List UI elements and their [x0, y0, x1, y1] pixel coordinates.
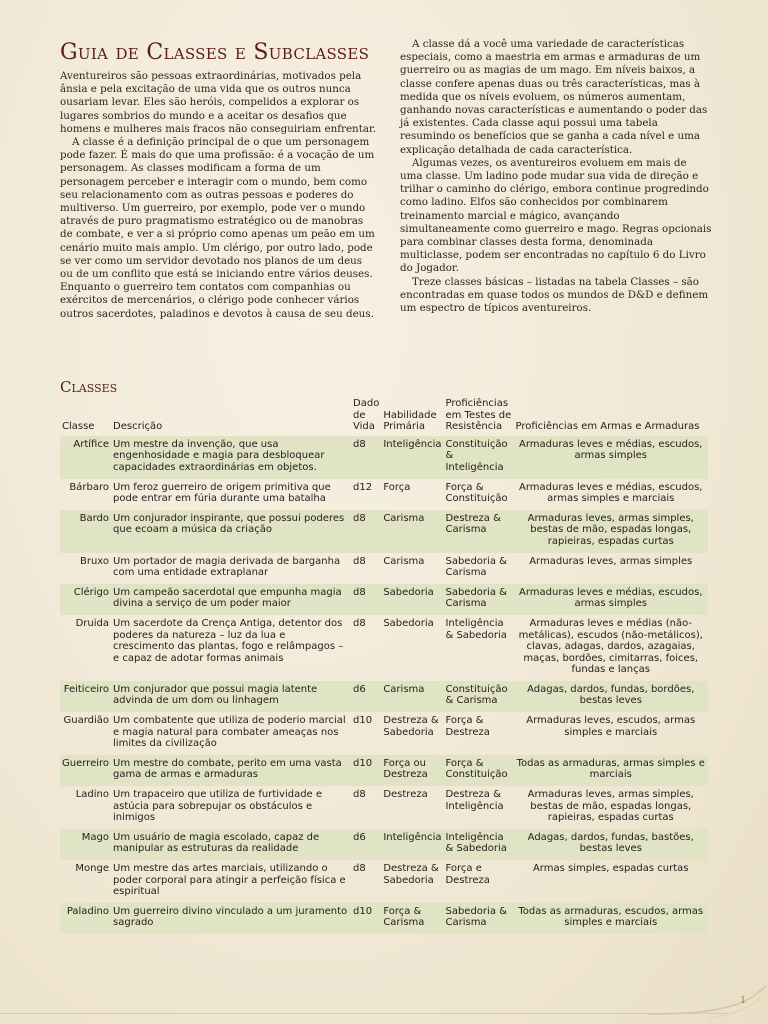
- cell-primary-ability: Destreza & Sabedoria: [383, 715, 439, 738]
- table-row: [60, 479, 708, 510]
- cell-saving-throws: Destreza & Carisma: [443, 510, 513, 553]
- table-row: [60, 755, 708, 786]
- right-column: [400, 38, 712, 315]
- cell-armor-weapons: Todas as armaduras, escudos, armas simples e marciais: [513, 903, 708, 934]
- header-armor-weapons: Proficiências em Armas e Armaduras: [515, 421, 700, 433]
- cell-class: Bruxo: [79, 555, 110, 567]
- cell-description: Um combatente que utiliza de poderio marcial e magia natural para combater ameaças nos limites da civilização: [113, 715, 346, 750]
- table-body: [60, 436, 708, 934]
- header-saving-throws: Proficiências em Testes de Resistência: [445, 398, 512, 433]
- cell-primary-ability: Força ou Destreza: [381, 755, 443, 786]
- cell-saving-throws: Inteligência & Sabedoria: [443, 829, 513, 860]
- cell-description: Um conjurador que possui magia latente advinda de um dom ou linhagem: [111, 681, 351, 712]
- cell-class: Clérigo: [60, 584, 111, 615]
- cell-armor-weapons: Armaduras leves e médias (não-metálicas), escudos (não-metálicos), clavas, adagas, dardos, azagaias, maças, bordões, cimitarras, foices, fundas e lanças: [518, 617, 703, 676]
- classes-table: [60, 398, 708, 934]
- cell-description: Um portador de magia derivada de barganha com uma entidade extraplanar: [113, 555, 341, 579]
- cell-saving-throws: Sabedoria & Carisma: [445, 555, 507, 579]
- cell-description: Um mestre do combate, perito em uma vasta gama de armas e armaduras: [111, 755, 351, 786]
- cell-description: Um conjurador inspirante, que possui poderes que ecoam a música da criação: [111, 510, 351, 553]
- header-description: Descrição: [113, 421, 163, 433]
- cell-class: Feiticeiro: [60, 681, 111, 712]
- class-definition-paragraph: A classe é a definição principal de o que um personagem pode fazer. É mais do que uma profissão: é a vocação de um personagem. As classes modificam a forma de um personagem perceber e interagir com o mundo, bem como seu relacionamento com as outras pessoas e poderes do multiverso. Um guerreiro, por exemplo, pode ver o mundo através de puro pragmatismo estratégico ou de manobras de combate, e ver a si próprio como apenas um peão em um cenário muito mais amplo. Um clérigo, por outro lado, pode se ver como um servidor devotado nos planos de um deus ou de um conflito que está se iniciando entre vários deuses. Enquanto o guerreiro tem contatos com companhias ou exércitos de mercenários, o clérigo pode conhecer vários outros sacerdotes, paladinos e devotos à causa de seu deus.: [60, 136, 375, 320]
- class-features-paragraph: A classe dá a você uma variedade de características especiais, como a maestria em armas e armaduras de um guerreiro ou as magias de um mago. Em níveis baixos, a classe confere apenas duas ou três características, mas à medida que os níveis evoluem, os números aumentam, ganhando novas características e aumentando o poder das já existentes. Cada classe aqui possui uma tabela resumindo os benefícios que se ganha a cada nível e uma explicação detalhada de cada característica.: [400, 38, 708, 156]
- cell-class: Monge: [75, 863, 110, 874]
- table-row: [60, 436, 708, 479]
- cell-hit-die: d8: [353, 789, 366, 801]
- bottom-divider: [0, 1013, 728, 1014]
- corner-ornament-icon: [648, 984, 768, 1024]
- cell-saving-throws: Inteligência & Sabedoria: [445, 617, 507, 641]
- table-row: [60, 510, 708, 553]
- cell-class: Guerreiro: [60, 755, 111, 786]
- cell-armor-weapons: Armaduras leves e médias, escudos, armas simples e marciais: [519, 481, 703, 505]
- cell-class: Guardião: [63, 715, 110, 727]
- cell-description: Um trapaceiro que utiliza de furtividade e astúcia para sobrepujar os obstáculos e inimigos: [113, 789, 323, 824]
- page-title: Guia de Classes e Subclasses: [60, 40, 370, 65]
- cell-description: Um guerreiro divino vinculado a um juramento sagrado: [111, 903, 351, 934]
- cell-class: Paladino: [60, 903, 111, 934]
- cell-saving-throws: Constituição & Carisma: [443, 681, 513, 712]
- cell-description: Um usuário de magia escolado, capaz de manipular as estruturas da realidade: [111, 829, 351, 860]
- cell-primary-ability: Destreza & Sabedoria: [383, 863, 439, 886]
- cell-class: Artífice: [60, 436, 111, 479]
- cell-armor-weapons: Armaduras leves, armas simples, bestas de mão, espadas longas, rapieiras, espadas curtas: [527, 789, 694, 824]
- cell-hit-die: d6: [351, 829, 381, 860]
- cell-primary-ability: Destreza: [383, 789, 428, 801]
- cell-class: Mago: [60, 829, 111, 860]
- cell-class: Bárbaro: [69, 481, 110, 493]
- cell-primary-ability: Sabedoria: [381, 584, 443, 615]
- cell-saving-throws: Força & Destreza: [445, 715, 490, 738]
- cell-saving-throws: Força & Constituição: [443, 755, 513, 786]
- cell-hit-die: d8: [351, 436, 381, 479]
- cell-saving-throws: Sabedoria & Carisma: [443, 584, 513, 615]
- table-row: [60, 584, 708, 615]
- table-row: [60, 786, 708, 829]
- multiclass-paragraph: Algumas vezes, os aventureiros evoluem em mais de uma classe. Um ladino pode mudar sua vida de direção e trilhar o caminho do clérigo, embora continue progredindo como ladino. Elfos são conhecidos por combinarem treinamento marcial e mágico, avançando simultaneamente como guerreiro e mago. Regras opcionais para combinar classes desta forma, denominada multiclasse, podem ser encontradas no capítulo 6 do Livro do Jogador.: [400, 156, 712, 275]
- cell-description: Um campeão sacerdotal que empunha magia divina a serviço de um poder maior: [111, 584, 351, 615]
- cell-primary-ability: Carisma: [381, 681, 443, 712]
- cell-hit-die: d8: [353, 555, 366, 567]
- cell-description: Um sacerdote da Crença Antiga, detentor dos poderes da natureza – luz da lua e crescimento das plantas, fogo e relâmpagos – e capaz de adotar formas animais: [113, 617, 344, 664]
- cell-saving-throws: Força & Constituição: [445, 481, 508, 505]
- cell-hit-die: d12: [353, 481, 373, 493]
- cell-description: Um mestre da invenção, que usa engenhosidade e magia para desbloquear capacidades extraordinárias em objetos.: [111, 436, 351, 479]
- cell-class: Bardo: [60, 510, 111, 553]
- table-header-row: [60, 398, 708, 436]
- cell-saving-throws: Constituição & Inteligência: [443, 436, 513, 479]
- cell-armor-weapons: Armaduras leves, armas simples: [529, 555, 693, 567]
- cell-armor-weapons: Armaduras leves e médias, escudos, armas simples: [513, 436, 708, 479]
- cell-primary-ability: Inteligência: [381, 829, 443, 860]
- cell-armor-weapons: Adagas, dardos, fundas, bastões, bestas leves: [513, 829, 708, 860]
- cell-armor-weapons: Armas simples, espadas curtas: [532, 863, 689, 874]
- header-class: Classe: [62, 421, 95, 433]
- cell-primary-ability: Carisma: [381, 510, 443, 553]
- header-hit-die: Dado de Vida: [353, 398, 380, 433]
- cell-class: Ladino: [75, 789, 110, 801]
- cell-primary-ability: Força: [383, 481, 411, 493]
- cell-saving-throws: Sabedoria & Carisma: [443, 903, 513, 934]
- cell-saving-throws: Força e Destreza: [445, 863, 490, 886]
- intro-paragraph: Aventureiros são pessoas extraordinárias, motivados pela ânsia e pela excitação de uma vida que os outros nunca ousariam levar. Eles são heróis, compelidos a explorar os lugares sombrios do mundo e a aceitar os desafios que homens e mulheres mais fracos não conseguiriam enfrentar.: [60, 70, 377, 135]
- cell-primary-ability: Força & Carisma: [381, 903, 443, 934]
- cell-armor-weapons: Armaduras leves, armas simples, bestas de mão, espadas longas, rapieiras, espadas curtas: [513, 510, 708, 553]
- basic-classes-paragraph: Treze classes básicas – listadas na tabela Classes – são encontradas em quase todos os mundos de D&D e definem um espectro de típicos aventureiros.: [400, 275, 709, 315]
- cell-description: Um mestre das artes marciais, utilizando o poder corporal para atingir a perfeição física e espiritual: [113, 863, 346, 898]
- cell-hit-die: d6: [351, 681, 381, 712]
- cell-armor-weapons: Todas as armaduras, armas simples e marciais: [513, 755, 708, 786]
- section-title-classes: Classes: [60, 378, 118, 396]
- cell-armor-weapons: Armaduras leves e médias, escudos, armas simples: [513, 584, 708, 615]
- cell-hit-die: d8: [353, 617, 366, 629]
- cell-class: Druida: [75, 617, 110, 629]
- left-column: [60, 40, 378, 321]
- cell-hit-die: d10: [351, 903, 381, 934]
- cell-armor-weapons: Adagas, dardos, fundas, bordões, bestas leves: [513, 681, 708, 712]
- cell-hit-die: d10: [351, 755, 381, 786]
- table-row: [60, 829, 708, 860]
- cell-hit-die: d10: [353, 715, 373, 727]
- table-row: [60, 553, 708, 584]
- cell-primary-ability: Sabedoria: [383, 617, 434, 629]
- cell-primary-ability: Inteligência: [381, 436, 443, 479]
- table-row: [60, 903, 708, 934]
- cell-hit-die: d8: [351, 510, 381, 553]
- page-number: 1: [740, 996, 746, 1006]
- cell-saving-throws: Destreza & Inteligência: [445, 789, 504, 812]
- cell-armor-weapons: Armaduras leves, escudos, armas simples e marciais: [526, 715, 696, 738]
- table-row: [60, 712, 708, 755]
- cell-hit-die: d8: [353, 863, 366, 874]
- cell-primary-ability: Carisma: [383, 555, 425, 567]
- cell-hit-die: d8: [351, 584, 381, 615]
- header-primary-ability: Habilidade Primária: [383, 409, 437, 433]
- cell-description: Um feroz guerreiro de origem primitiva que pode entrar em fúria durante uma batalha: [113, 481, 331, 505]
- table-row: [60, 681, 708, 712]
- table-row: [60, 860, 708, 903]
- table-row: [60, 615, 708, 681]
